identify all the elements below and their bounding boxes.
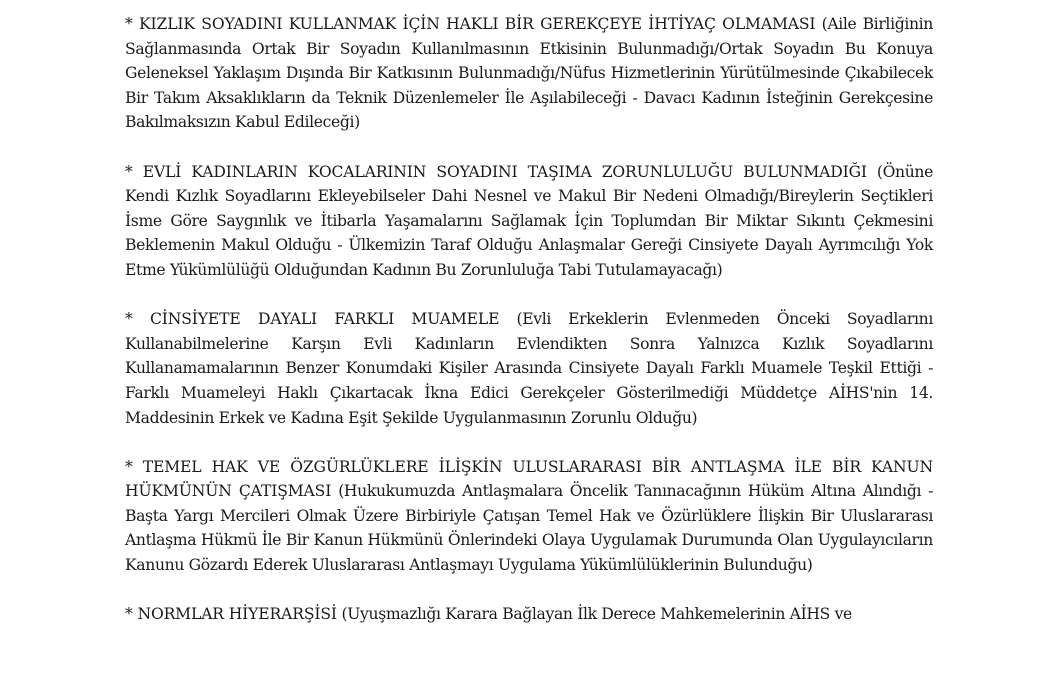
paragraph-body: (Önüne Kendi Kızlık Soyadlarını Ekleyebilseler Dahi Nesnel ve Makul Bir Nedeni Olmadığı/Bireylerin Seçtikleri İsme Göre Saygınlık ve İtibarla Yaşamalarını Sağlamak İçin Toplumdan Bir Miktar Sıkıntı Çekmesini Beklemenin Makul Olduğu - Ülkemizin Taraf Olduğu Anlaşmalar Gereği Cinsiyete Dayalı Ayrımcılığı Yok Etme Yükümlülüğü Olduğundan Kadının Bu Zorunluluğa Tabi Tutulamayacağı): [125, 162, 933, 279]
paragraph-norm-hierarchy: [125, 602, 933, 627]
paragraph-treaty-conflict: [125, 455, 933, 578]
paragraph-heading: * CİNSİYETE DAYALI FARKLI MUAMELE: [125, 310, 500, 329]
paragraph-heading: * NORMLAR HİYERARŞİSİ: [125, 605, 337, 624]
paragraph-body: (Aile Birliğinin Sağlanmasında Ortak Bir Soyadın Kullanılmasının Etkisinin Bulunmadığı/Ortak Soyadın Bu Konuya Geleneksel Yaklaşım Dışında Bir Katkısının Bulunmadığı/Nüfus Hizmetlerinin Yürütülmesinde Çıkabilecek Bir Takım Aksaklıkların da Teknik Düzenlemeler İle Aşılabileceği - Davacı Kadının İsteğinin Gerekçesine Bakılmaksızın Kabul Edileceği): [125, 15, 933, 132]
paragraph-body: (Uyuşmazlığı Karara Bağlayan İlk Derece Mahkemelerinin AİHS ve: [341, 605, 852, 624]
paragraph-heading: * KIZLIK SOYADINI KULLANMAK İÇİN HAKLI BİR GEREKÇEYE İHTİYAÇ OLMAMASI: [125, 15, 816, 33]
paragraph-gender-discrimination: [125, 307, 933, 430]
paragraph-maiden-name: [125, 12, 933, 135]
paragraph-husband-surname: [125, 160, 933, 283]
paragraph-heading: * TEMEL HAK VE ÖZGÜRLÜKLERE İLİŞKİN ULUSLARARASI BİR ANTLAŞMA İLE BİR KANUN HÜKMÜNÜN ÇATIŞMASI: [125, 457, 933, 501]
paragraph-body: (Evli Erkeklerin Evlenmeden Önceki Soyadlarını Kullanabilmelerine Karşın Evli Kadınların Evlendikten Sonra Yalnızca Kızlık Soyadlarını Kullanamamalarının Benzer Konumdaki Kişiler Arasında Cinsiyete Dayalı Farklı Muamele Teşkil Ettiği - Farklı Muameleyi Haklı Çıkartacak İkna Edici Gerekçeler Gösterilmediği Müddetçe AİHS'nin 14. Maddesinin Erkek ve Kadına Eşit Şekilde Uygulanmasının Zorunlu Olduğu): [125, 310, 933, 427]
document-page: [125, 12, 933, 651]
paragraph-heading: * EVLİ KADINLARIN KOCALARININ SOYADINI TAŞIMA ZORUNLULUĞU BULUNMADIĞI: [125, 162, 867, 181]
paragraph-body: (Hukukumuzda Antlaşmalara Öncelik Tanınacağının Hüküm Altına Alındığı - Başta Yargı Mercileri Olmak Üzere Birbiriyle Çatışan Temel Hak ve Özürlüklere İlişkin Bir Uluslararası Antlaşma Hükmü İle Bir Kanun Hükmünü Önlerindeki Olaya Uygulamak Durumunda Olan Uygulayıcıların Kanunu Gözardı Ederek Uluslararası Antlaşmayı Uygulama Yükümlülüklerinin Bulunduğu): [125, 482, 934, 575]
